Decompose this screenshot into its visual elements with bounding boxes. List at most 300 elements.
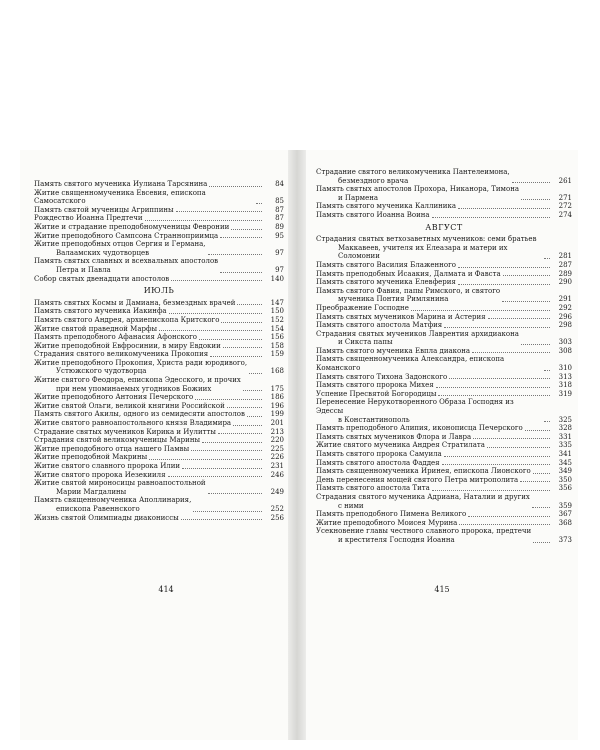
toc-entry-title [316, 304, 409, 313]
dot-leader [544, 370, 550, 371]
toc-entry [34, 453, 284, 462]
toc-entry-title [316, 381, 434, 390]
toc-entry [34, 206, 284, 215]
section-heading-july: ИЮЛЬ [143, 286, 175, 296]
toc-entry-page-number: 199 [270, 410, 284, 419]
toc-entry [316, 493, 572, 510]
toc-entry-page-number: 281 [558, 252, 572, 261]
toc-entry-title-line: Память святого апостола Матфия [316, 321, 443, 330]
dot-leader [249, 373, 262, 374]
dot-leader [208, 493, 262, 494]
toc-entry-title-line: Страдания святой великомученицы Марины [34, 436, 201, 445]
toc-entry [316, 398, 572, 424]
toc-entry-title-line: Житие святого славного пророка Илии [34, 462, 181, 470]
dot-leader [191, 450, 262, 451]
toc-entry [316, 235, 572, 261]
toc-entry-title-continuation: Валаамских чудотворцев [56, 248, 150, 257]
toc-entry-page-number: 373 [558, 535, 572, 544]
toc-entry-page-number: 318 [558, 381, 572, 390]
toc-entry-title [316, 235, 542, 261]
dot-leader [168, 476, 262, 477]
toc-entry [316, 424, 572, 433]
toc-entry-title [316, 270, 501, 279]
toc-entry-title [316, 185, 519, 202]
toc-entry [34, 393, 284, 402]
toc-entry-title [316, 355, 542, 372]
toc-entry [316, 202, 572, 211]
toc-entry-title-continuation: и Сикста папы [338, 338, 393, 347]
toc-entry [316, 278, 572, 287]
dot-leader [503, 275, 550, 276]
toc-entry [316, 330, 572, 347]
toc-entry-title-line: Память святого апостола Фаддея [316, 458, 440, 467]
dot-leader [149, 459, 262, 460]
toc-entry-title-line: Память святого мученика Евпла диакона [316, 346, 471, 355]
dot-leader [520, 481, 550, 482]
toc-entry-title-line: Страдание святых мучеников Кирика и Иулитты [34, 427, 216, 436]
toc-entry [316, 441, 572, 450]
toc-entry [316, 433, 572, 442]
right-entries-b [316, 235, 572, 544]
dot-leader [449, 378, 550, 379]
toc-entry-title [316, 433, 471, 442]
dot-leader [231, 229, 262, 230]
toc-entry-page-number: 350 [558, 475, 572, 484]
toc-entry-title-line: День перенесения мощей святого Петра митрополита [316, 475, 519, 484]
toc-entry-title-line: Собор святых двенадцати апостолов [34, 274, 170, 283]
dot-leader [193, 511, 262, 512]
toc-entry [316, 321, 572, 330]
dot-leader [473, 438, 550, 439]
toc-entry [34, 299, 284, 308]
toc-entry-title [316, 390, 436, 399]
toc-entry-page-number: 328 [558, 424, 572, 433]
toc-entry-title-line: Память святого Василия Блаженного [316, 260, 456, 269]
dot-leader [256, 203, 262, 204]
page-number-right: 415 [434, 585, 450, 594]
toc-entry [34, 275, 284, 284]
toc-entry-title-line: Память святых славных и всехвальных апостолов [34, 257, 219, 266]
dot-leader [199, 339, 262, 340]
toc-entry [34, 376, 284, 393]
toc-entry [34, 316, 284, 325]
toc-entry-page-number: 292 [558, 303, 572, 312]
toc-entry-title-continuation: Петра и Павла [56, 265, 111, 274]
toc-entry [34, 428, 284, 437]
toc-entry-page-number: 154 [270, 324, 284, 333]
toc-entry-page-number: 341 [558, 450, 572, 458]
toc-entry-title-line: Житие святой Ольги, великой княгини Российской [34, 401, 225, 410]
toc-entry-title [316, 202, 456, 211]
toc-entry-title-continuation: Маккавеев, учителя их Елеазара и матери их Соломонии [338, 243, 508, 261]
toc-entry-title-continuation: епископа Равеннского [56, 504, 140, 513]
toc-entry-title-line: Память святого мученика Иулиана Тарсянина [34, 180, 208, 188]
toc-entry-title-line: Память святого Тихона Задонского [316, 372, 448, 381]
toc-entry-page-number: 291 [558, 295, 572, 304]
toc-entry-title-line: Житие и страдание преподобномученицы Февронии [34, 222, 230, 231]
toc-entry-title-line: Память преподобных Исаакия, Далмата и Фавста [316, 269, 501, 278]
toc-entry-page-number: 159 [270, 350, 284, 359]
toc-entry-page-number: 225 [270, 444, 284, 453]
toc-entry-title [34, 410, 245, 419]
toc-entry-title-line: Житие преподобного Сампсона Странноприимца [34, 231, 219, 240]
toc-entry-page-number: 303 [558, 338, 572, 347]
toc-entry-page-number: 158 [270, 341, 284, 350]
toc-entry-page-number: 201 [270, 419, 284, 428]
toc-entry-page-number: 272 [558, 202, 572, 211]
toc-entry-title-line: Житие святого Феодора, епископа Эдесского, и прочих [34, 376, 241, 385]
dot-leader [442, 464, 550, 465]
dot-leader [533, 473, 550, 474]
toc-entry-title [316, 168, 510, 185]
dot-leader [181, 519, 262, 520]
toc-entry-title [34, 445, 189, 454]
dot-leader [525, 430, 550, 431]
dot-leader [159, 330, 262, 331]
toc-entry [34, 402, 284, 411]
toc-entry-title [316, 476, 518, 485]
toc-entry [316, 185, 572, 202]
toc-entry-title-line: Усекновение главы честного славного пророка, предтечи [316, 527, 532, 536]
toc-entry [34, 342, 284, 351]
toc-entry-title [34, 350, 208, 359]
toc-entry [34, 232, 284, 241]
toc-entry-title [316, 467, 531, 476]
toc-entry-page-number: 220 [270, 436, 284, 445]
toc-entry-page-number: 97 [275, 248, 284, 257]
toc-entry-title-continuation: и крестителя Господня Иоанна [338, 535, 455, 544]
toc-entry-page-number: 252 [270, 504, 284, 513]
toc-entry-title-line: Житие святого пророка Иезекииля [34, 470, 166, 479]
toc-entry-title-line: Память преподобного Пимена Великого [316, 510, 467, 519]
toc-entry [316, 390, 572, 399]
toc-entry-title-continuation: мученика Понтия Римлянина [338, 295, 449, 304]
toc-entry-page-number: 271 [558, 193, 572, 202]
dot-leader [544, 258, 550, 259]
toc-entry-page-number: 319 [558, 389, 572, 398]
toc-entry-title-continuation: в Константинополь [338, 415, 410, 424]
toc-entry-title [316, 510, 466, 519]
toc-entry-title-continuation: при нем упоминаемых угодников Божиих [56, 384, 212, 393]
dot-leader [243, 390, 262, 391]
dot-leader [195, 399, 262, 400]
toc-entry-title [316, 373, 447, 382]
dot-leader [237, 304, 262, 305]
toc-entry-title [34, 189, 254, 206]
dot-leader [169, 313, 262, 314]
toc-entry-title-line: Память священномученика Александра, епископа Команского [316, 355, 505, 373]
toc-entry-title-line: Память святого Андрея, архиепископа Критского [34, 315, 220, 324]
dot-leader [432, 490, 550, 491]
toc-entry [316, 476, 572, 485]
toc-entry [34, 462, 284, 471]
toc-entry-title-line: Житие преподобного отца нашего Памвы [34, 444, 190, 453]
dot-leader [223, 347, 262, 348]
toc-entry [316, 381, 572, 390]
toc-entry-page-number: 226 [270, 453, 284, 462]
toc-entry-page-number: 140 [270, 274, 284, 283]
toc-entry-page-number: 246 [270, 470, 284, 479]
toc-entry-title-line: Житие святого равноапостольного князя Владимира [34, 419, 232, 428]
toc-entry-title [316, 287, 500, 304]
dot-leader [544, 421, 550, 422]
toc-entry-title-line: Житие святой праведной Марфы [34, 324, 158, 333]
toc-entry-page-number: 367 [558, 510, 572, 519]
toc-entry-title-line: Житие преподобной Макрины [34, 453, 148, 462]
toc-entry-title-line: Память святого Акилы, одного из семидесяти апостолов [34, 410, 245, 419]
toc-entry-title [34, 316, 219, 325]
toc-entry-title-line: Страдания святого мученика Адриана, Наталии и других [316, 492, 530, 501]
toc-entry-page-number: 359 [558, 501, 572, 510]
toc-entry [34, 257, 284, 274]
toc-entry-title [316, 347, 470, 356]
dot-leader [171, 280, 262, 281]
toc-entry-page-number: 256 [270, 513, 284, 522]
dot-leader [438, 395, 550, 396]
toc-entry [316, 287, 572, 304]
toc-entry-title [316, 441, 485, 450]
dot-leader [468, 516, 550, 517]
toc-entry-page-number: 310 [558, 364, 572, 373]
toc-entry-title-line: Память святого пророка Михея [316, 381, 434, 390]
toc-entry-title [34, 232, 218, 241]
toc-entry-title [316, 278, 456, 287]
toc-entry-title [316, 450, 442, 459]
toc-entry-title-line: Память святого Иоанна Воина [316, 210, 430, 219]
toc-entry-title [34, 275, 169, 284]
toc-entry-title-line: Житие святого мученика Андрея Стратилата [316, 441, 485, 450]
toc-entry-page-number: 290 [558, 278, 572, 287]
toc-entry-title-line: Рождество Иоанна Предтечи [34, 214, 143, 223]
toc-entry-title-line: Страдания святых ветхозаветных мучеников: семи братьев [316, 235, 537, 244]
toc-entry-page-number: 287 [558, 260, 572, 269]
toc-entry-title-line: Память святых мучеников Марина и Астерия [316, 312, 486, 321]
left-entries-a [34, 180, 284, 283]
right-page [306, 150, 578, 740]
toc-entry-title [316, 484, 430, 493]
dot-leader [521, 344, 550, 345]
toc-entry [316, 459, 572, 468]
toc-entry [316, 484, 572, 493]
toc-entry-title-line: Память святого Фавия, папы Римского, и святого [316, 286, 501, 295]
toc-entry-title-line: Успение Пресвятой Богородицы [316, 389, 437, 398]
dot-leader [521, 199, 550, 200]
right-toc [316, 168, 572, 545]
dot-leader [221, 322, 262, 323]
dot-leader [182, 468, 262, 469]
toc-entry-title-line: Житие святой мироносицы равноапостольной [34, 479, 206, 488]
toc-entry-title-continuation: Устюжского чудотворца [56, 367, 147, 376]
toc-entry-title [316, 330, 519, 347]
left-entries-b [34, 299, 284, 522]
toc-entry-title [34, 180, 207, 189]
toc-entry-title [34, 453, 147, 462]
toc-entry [316, 261, 572, 270]
toc-entry-title-continuation: и Пармена [338, 193, 379, 202]
toc-entry [316, 347, 572, 356]
toc-entry-title [34, 359, 247, 376]
toc-entry [34, 223, 284, 232]
toc-entry-page-number: 345 [558, 458, 572, 467]
toc-entry-title [34, 393, 193, 402]
toc-entry-page-number: 196 [270, 401, 284, 410]
toc-entry [34, 479, 284, 496]
dot-leader [459, 524, 550, 525]
toc-entry-page-number: 313 [558, 372, 572, 381]
toc-entry-page-number: 95 [275, 231, 284, 240]
toc-entry-title-line: Жизнь святой Олимпиады диакониссы [34, 513, 179, 522]
toc-entry-title-line: Память преподобного Афанасия Афонского [34, 333, 198, 342]
toc-entry [34, 240, 284, 257]
dot-leader [458, 284, 550, 285]
toc-entry-page-number: 152 [270, 315, 284, 324]
toc-entry-title [34, 307, 167, 316]
toc-entry-title-line: Память святых мучеников Флора и Лавра [316, 432, 472, 441]
toc-entry-page-number: 231 [270, 462, 284, 470]
toc-entry-page-number: 349 [558, 467, 572, 476]
toc-entry [316, 373, 572, 382]
toc-entry-title [34, 479, 206, 496]
toc-entry [316, 510, 572, 519]
toc-entry-page-number: 168 [270, 367, 284, 376]
toc-entry-title-line: Память преподобного Алипия, иконописца Печерского [316, 424, 523, 433]
toc-entry-title-line: Память святого апостола Тита [316, 484, 430, 493]
dot-leader [233, 425, 262, 426]
toc-entry-page-number: 298 [558, 321, 572, 330]
toc-entry [316, 467, 572, 476]
section-heading-august: АВГУСТ [425, 222, 463, 232]
toc-entry-title [316, 527, 531, 544]
toc-entry-page-number: 368 [558, 518, 572, 527]
toc-entry-page-number: 289 [558, 269, 572, 278]
toc-entry-title [34, 514, 179, 523]
toc-entry [34, 350, 284, 359]
right-entries-a [316, 168, 572, 220]
toc-entry-title-line: Преображение Господне [316, 303, 409, 312]
toc-entry-page-number: 156 [270, 333, 284, 342]
toc-entry-title [316, 424, 523, 433]
toc-entry-page-number: 87 [275, 214, 284, 223]
toc-entry-title [34, 462, 180, 471]
toc-entry-page-number: 356 [558, 484, 572, 493]
toc-entry-title-line: Страдания святых мучеников Лаврентия архидиакона [316, 329, 519, 338]
toc-entry [316, 168, 572, 185]
toc-entry [316, 519, 572, 528]
toc-entry-page-number: 85 [275, 197, 284, 206]
toc-entry-title-line: Житие преподобного Прокопия, Христа ради юродивого, [34, 358, 248, 367]
toc-entry-title [316, 519, 457, 528]
toc-entry [34, 189, 284, 206]
dot-leader [487, 447, 550, 448]
toc-entry-title [34, 471, 166, 480]
toc-entry-title-line: Память святого мученика Иакинфа [34, 307, 167, 316]
toc-entry-title [34, 206, 174, 215]
toc-entry-page-number: 87 [275, 205, 284, 214]
toc-entry-title [34, 342, 221, 351]
toc-entry-page-number: 97 [275, 265, 284, 274]
toc-entry [34, 359, 284, 376]
toc-entry [34, 325, 284, 334]
toc-entry-title-line: Память святой мученицы Агриппины [34, 205, 174, 214]
dot-leader [247, 416, 262, 417]
toc-entry [316, 527, 572, 544]
dot-leader [220, 272, 262, 273]
dot-leader [444, 456, 550, 457]
dot-leader [458, 208, 550, 209]
dot-leader [502, 301, 550, 302]
toc-entry-title-line: Память святого мученика Елевферия [316, 278, 456, 287]
toc-entry-page-number: 331 [558, 432, 572, 441]
toc-entry [34, 496, 284, 513]
toc-entry-page-number: 84 [275, 180, 284, 188]
toc-entry-title-line: Житие священномученика Евсевия, епископа Самосатского [34, 188, 206, 206]
dot-leader [411, 310, 550, 311]
toc-entry-page-number: 150 [270, 307, 284, 316]
toc-entry [316, 211, 572, 220]
toc-entry-title-line: Житие преподобной Евфросинии, в миру Евдокии [34, 341, 221, 350]
dot-leader [488, 318, 550, 319]
toc-entry-page-number: 175 [270, 384, 284, 393]
dot-leader [227, 407, 262, 408]
dot-leader [176, 211, 262, 212]
toc-entry-title [34, 214, 143, 223]
toc-entry-title [34, 402, 225, 411]
toc-entry-page-number: 186 [270, 393, 284, 402]
toc-entry-title [34, 299, 235, 308]
toc-entry-page-number: 261 [558, 176, 572, 185]
toc-entry-title-line: Память святого мученика Каллиника [316, 202, 456, 211]
dot-leader [208, 254, 262, 255]
toc-entry-page-number: 335 [558, 441, 572, 450]
toc-entry [34, 333, 284, 342]
toc-entry-page-number: 147 [270, 298, 284, 307]
toc-entry [34, 445, 284, 454]
toc-entry-page-number: 213 [270, 427, 284, 436]
book-gutter [288, 150, 306, 740]
toc-entry-title-continuation: с ними [338, 501, 364, 510]
toc-entry [34, 471, 284, 480]
dot-leader [444, 327, 550, 328]
dot-leader [532, 507, 550, 508]
toc-entry-title-continuation: безмездного врача [338, 176, 409, 185]
toc-entry-title [316, 261, 456, 270]
toc-entry-page-number: 325 [558, 415, 572, 424]
toc-entry-title [34, 496, 191, 513]
toc-entry-page-number: 89 [275, 222, 284, 231]
toc-entry-title [34, 325, 157, 334]
toc-entry-title [34, 223, 229, 232]
toc-entry-title-line: Житие преподобного Моисея Мурина [316, 518, 458, 527]
toc-entry [34, 214, 284, 223]
toc-entry-title [34, 257, 218, 274]
toc-entry-title-line: Страдания святого великомученика Прокопия [34, 350, 209, 359]
dot-leader [432, 217, 550, 218]
dot-leader [210, 356, 262, 357]
toc-entry [34, 410, 284, 419]
toc-entry-title-line: Память святого пророка Самуила [316, 450, 442, 458]
toc-entry-title [34, 419, 231, 428]
dot-leader [533, 542, 550, 543]
toc-entry-title [316, 459, 440, 468]
toc-entry [34, 419, 284, 428]
dot-leader [209, 186, 262, 187]
toc-entry-title [316, 313, 486, 322]
toc-entry [34, 514, 284, 523]
toc-entry [316, 355, 572, 372]
toc-entry-title-continuation: Марии Магдалины [56, 487, 127, 496]
dot-leader [472, 352, 550, 353]
dot-leader [220, 237, 262, 238]
